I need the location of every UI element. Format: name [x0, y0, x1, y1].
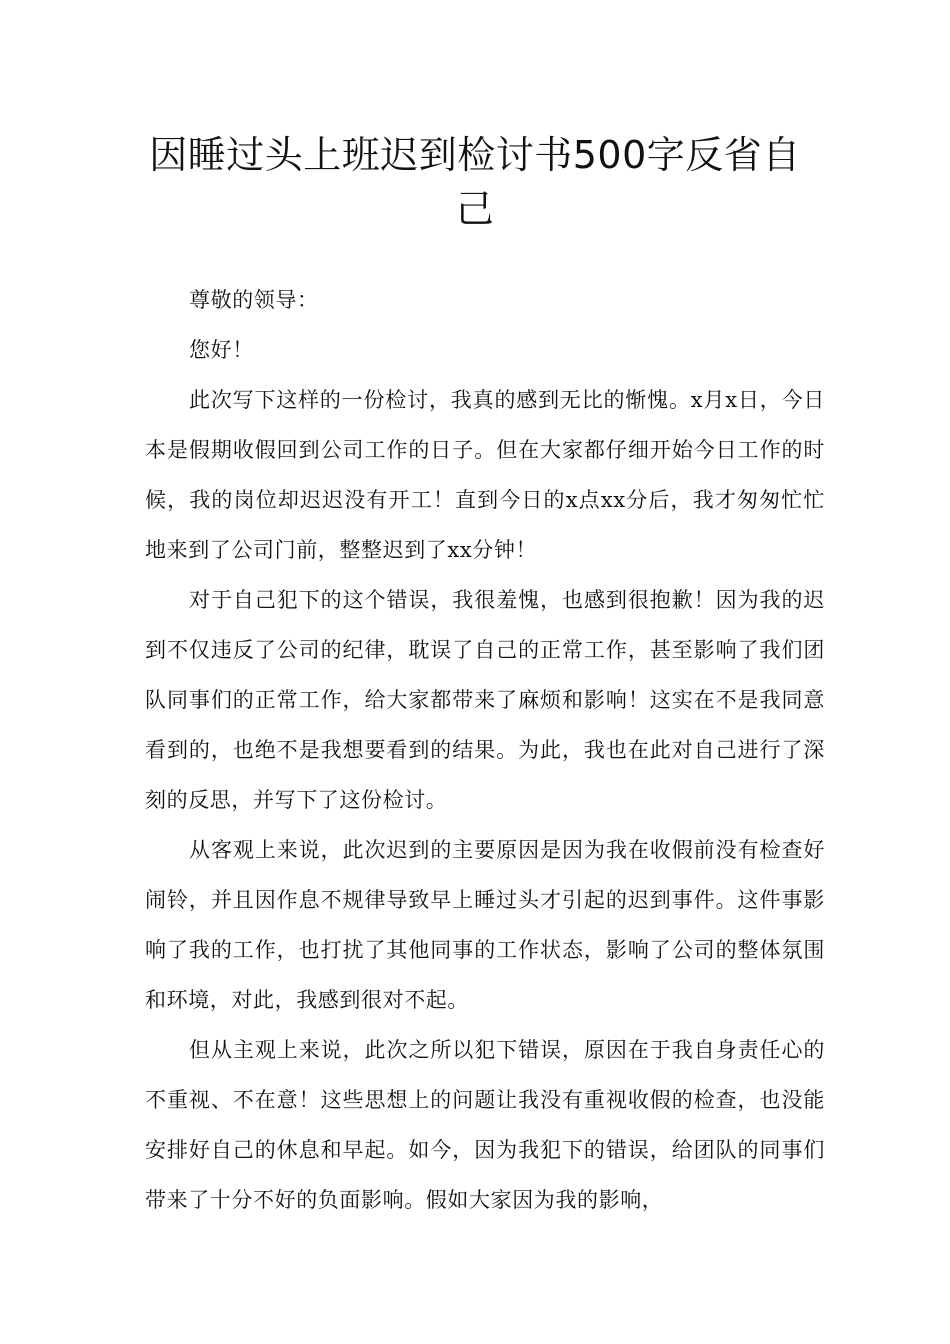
greeting: 您好！ [189, 338, 254, 362]
body-paragraph: 对于自己犯下的这个错误，我很羞愧，也感到很抱歉！因为我的迟到不仅违反了公司的纪律，耽误了自己的正常工作，甚至影响了我们团队同事们的正常工作，给大家都带来了麻烦和影响！这实在不是我同意看到的，也绝不是我想要看到的结果。为此，我也在此对自己进行了深刻的反思，并写下了这份检讨。 [145, 588, 825, 812]
body-paragraph: 但从主观上来说，此次之所以犯下错误，原因在于我自身责任心的不重视、不在意！这些思想上的问题让我没有重视收假的检查，也没能安排好自己的休息和早起。如今，因为我犯下的错误，给团队的同事们带来了十分不好的负面影响。假如大家因为我的影响， [145, 1038, 825, 1212]
document-body [145, 275, 825, 1225]
body-paragraph: 此次写下这样的一份检讨，我真的感到无比的惭愧。x月x日，今日本是假期收假回到公司工作的日子。但在大家都仔细开始今日工作的时候，我的岗位却迟迟没有开工！直到今日的x点xx分后，我才匆匆忙忙地来到了公司门前，整整迟到了xx分钟！ [145, 388, 825, 562]
document-title: 因睡过头上班迟到检讨书500字反省自己 [149, 133, 801, 231]
body-paragraph: 从客观上来说，此次迟到的主要原因是因为我在收假前没有检查好闹铃，并且因作息不规律导致早上睡过头才引起的迟到事件。这件事影响了我的工作，也打扰了其他同事的工作状态，影响了公司的整体氛围和环境，对此，我感到很对不起。 [145, 838, 825, 1012]
salutation: 尊敬的领导： [189, 288, 319, 312]
